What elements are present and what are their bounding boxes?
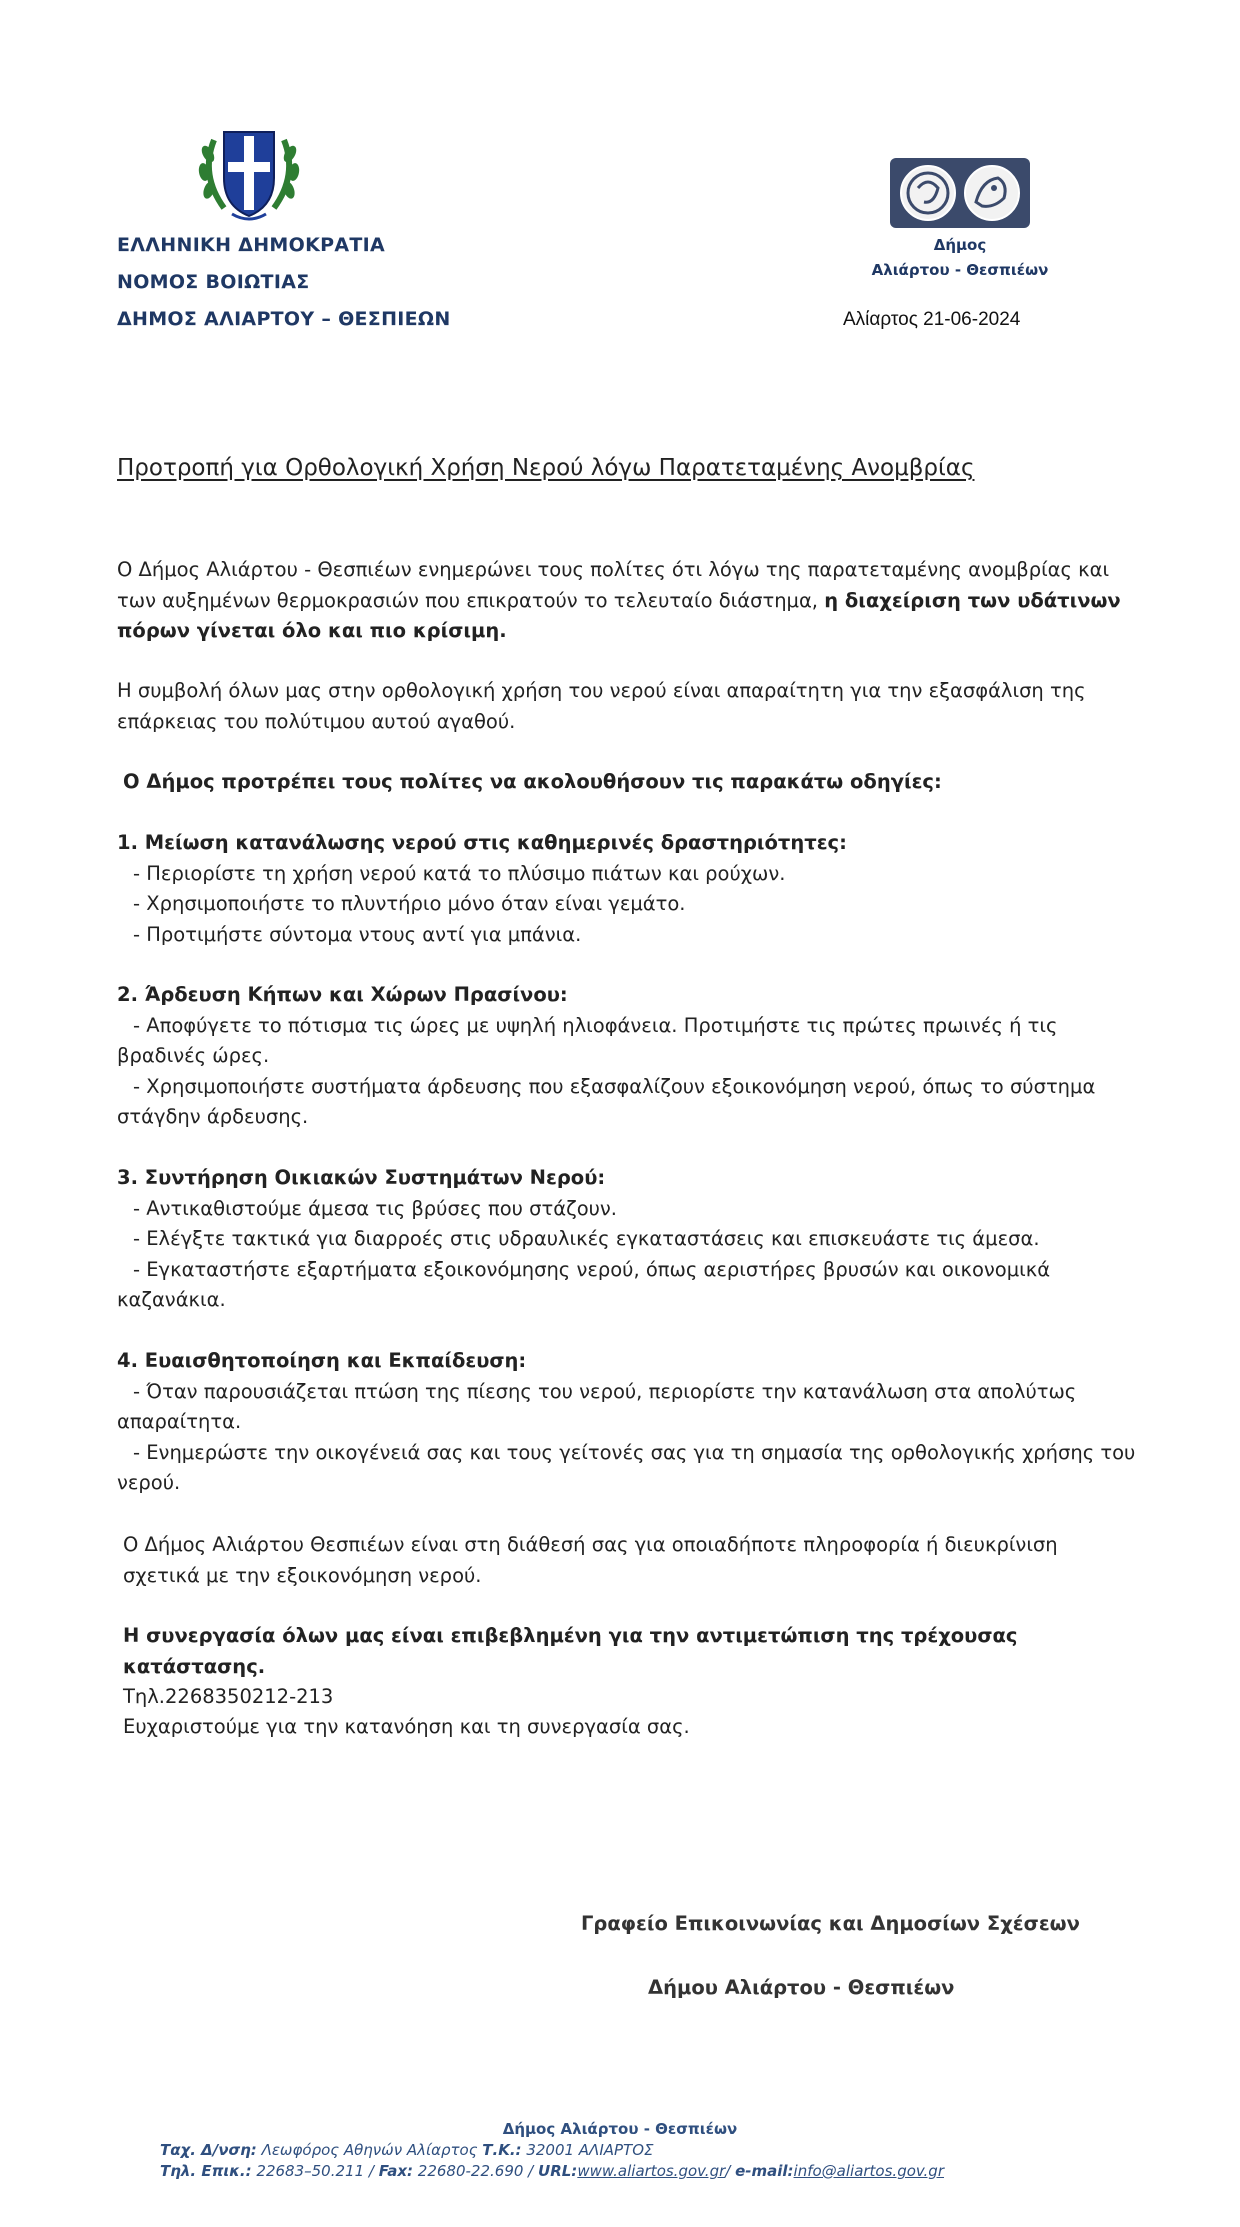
list-item: - Ενημερώστε την οικογένειά σας και τους γείτονές σας για τη σημασία της ορθολογικής χρήσης του <box>133 1440 1136 1464</box>
header-prefecture: ΝΟΜΟΣ ΒΟΙΩΤΙΑΣ <box>117 271 310 293</box>
section-heading: 1. Μείωση κατανάλωσης νερού στις καθημερινές δραστηριότητες: <box>117 831 847 854</box>
list-item: - Αντικαθιστούμε άμεσα τις βρύσες που στάζουν. <box>133 1196 617 1220</box>
emphasis-line: πόρων γίνεται όλο και πιο κρίσιμη. <box>117 619 507 642</box>
email-label: e-mail: <box>735 2162 794 2180</box>
list-item-continuation: βραδινές ώρες. <box>117 1044 270 1067</box>
list-item-continuation: νερού. <box>117 1471 181 1494</box>
postcode-value: 32001 ΑΛΙΑΡΤΟΣ <box>521 2141 654 2159</box>
list-item: - Προτιμήστε σύντομα ντους αντί για μπάνια. <box>133 922 582 946</box>
signature-office: Γραφείο Επικοινωνίας και Δημοσίων Σχέσεων <box>581 1912 1080 1935</box>
list-item: - Περιορίστε τη χρήση νερού κατά το πλύσιμο πιάτων και ρούχων. <box>133 861 786 885</box>
paragraph-cooperation <box>123 1621 1163 1713</box>
fax-value: 22680-22.690 / <box>413 2162 539 2180</box>
phone-number: Τηλ.2268350212-213 <box>123 1685 334 1708</box>
section-2 <box>117 980 1157 1133</box>
list-item: - Χρησιμοποιήστε το πλυντήριο μόνο όταν είναι γεμάτο. <box>133 892 686 915</box>
coat-of-arms-emblem-icon <box>194 120 304 226</box>
guidelines-intro: Ο Δήμος προτρέπει τους πολίτες να ακολουθήσουν τις παρακάτω οδηγίες: <box>123 770 942 793</box>
list-item: - Χρησιμοποιήστε συστήματα άρδευσης που εξασφαλίζουν εξοικονόμηση νερού, όπως το σύστημα <box>133 1074 1096 1098</box>
text-line: επάρκειας του πολύτιμου αυτού αγαθού. <box>117 709 516 733</box>
list-item-continuation: στάγδην άρδευσης. <box>117 1105 309 1128</box>
logo-caption-line2: Αλιάρτου - Θεσπιέων <box>871 261 1049 279</box>
paragraph-contribution <box>117 676 1157 737</box>
section-1 <box>117 828 1157 950</box>
fax-label: Fax: <box>378 2162 414 2180</box>
footer-address <box>160 2141 654 2159</box>
list-item-continuation: απαραίτητα. <box>117 1410 242 1433</box>
text-line: Ο Δήμος Αλιάρτου - Θεσπιέων ενημερώνει τους πολίτες ότι λόγω της παρατεταμένης ανομβρίας και <box>117 558 1110 581</box>
email-link[interactable]: info@aliartos.gov.gr <box>793 2162 944 2180</box>
list-item: - Όταν παρουσιάζεται πτώση της πίεσης του νερού, περιορίστε την κατανάλωση στα απολύτως <box>133 1379 1077 1403</box>
footer-contacts <box>160 2162 944 2180</box>
section-heading: 4. Ευαισθητοποίηση και Εκπαίδευση: <box>117 1349 527 1372</box>
postcode-label: Τ.Κ.: <box>482 2141 522 2159</box>
text-line <box>117 586 1157 617</box>
thanks-line: Ευχαριστούμε για την κατανόηση και τη συνεργασία σας. <box>123 1715 690 1738</box>
url-label: URL: <box>538 2162 578 2180</box>
address-label: Ταχ. Δ/νση: <box>160 2141 257 2159</box>
footer-municipality: Δήμος Αλιάρτου - Θεσπιέων <box>502 2120 738 2138</box>
municipality-coins-logo-icon <box>890 158 1030 228</box>
paragraph-intro <box>117 555 1157 647</box>
text-line: Η συμβολή όλων μας στην ορθολογική χρήση του νερού είναι απαραίτητη για την εξασφάλιση της <box>117 679 1086 702</box>
text-line: σχετικά με την εξοικονόμηση νερού. <box>123 1563 482 1587</box>
signature-municipality: Δήμου Αλιάρτου - Θεσπιέων <box>648 1976 955 1999</box>
header-republic: ΕΛΛΗΝΙΚΗ ΔΗΜΟΚΡΑΤΙΑ <box>117 234 385 256</box>
section-heading: 3. Συντήρηση Οικιακών Συστημάτων Νερού: <box>117 1166 606 1189</box>
section-3 <box>117 1163 1157 1316</box>
emphasis-line: Η συνεργασία όλων μας είναι επιβεβλημένη για την αντιμετώπιση της τρέχουσας κατάστασης. <box>123 1624 1018 1678</box>
section-heading: 2. Άρδευση Κήπων και Χώρων Πρασίνου: <box>117 983 568 1006</box>
phone-value: 22683–50.211 / <box>251 2162 379 2180</box>
document-date: Αλίαρτος 21-06-2024 <box>843 309 1021 330</box>
document-title: Προτροπή για Ορθολογική Χρήση Νερού λόγω Παρατεταμένης Ανομβρίας <box>117 455 975 481</box>
text-line: Ο Δήμος Αλιάρτου Θεσπιέων είναι στη διάθεσή σας για οποιαδήποτε πληροφορία ή διευκρίνιση <box>123 1533 1058 1556</box>
phone-label: Τηλ. Επικ.: <box>160 2162 252 2180</box>
address-value: Λεωφόρος Αθηνών Αλίαρτος <box>256 2141 483 2159</box>
header-municipality: ΔΗΜΟΣ ΑΛΙΑΡΤΟΥ – ΘΕΣΠΙΕΩΝ <box>117 308 451 330</box>
list-item: - Ελέγξτε τακτικά για διαρροές στις υδραυλικές εγκαταστάσεις και επισκευάστε τις άμεσα. <box>133 1227 1040 1250</box>
website-link[interactable]: www.aliartos.gov.gr <box>577 2162 726 2180</box>
list-item-continuation: καζανάκια. <box>117 1288 226 1311</box>
list-item: - Εγκαταστήστε εξαρτήματα εξοικονόμησης νερού, όπως αεριστήρες βρυσών και οικονομικά <box>133 1257 1051 1281</box>
logo-caption-line1: Δήμος <box>933 236 987 254</box>
paragraph-availability <box>123 1530 1163 1591</box>
section-4 <box>117 1346 1157 1499</box>
text-run: των αυξημένων θερμοκρασιών που επικρατούν το τελευταίο διάστημα, <box>117 588 825 612</box>
list-item: - Αποφύγετε το πότισμα τις ώρες με υψηλή ηλιοφάνεια. Προτιμήστε τις πρώτες πρωινές ή τις <box>133 1013 1058 1037</box>
emphasis-text: η διαχείριση των υδάτινων <box>824 588 1121 612</box>
separator: / <box>725 2162 736 2180</box>
